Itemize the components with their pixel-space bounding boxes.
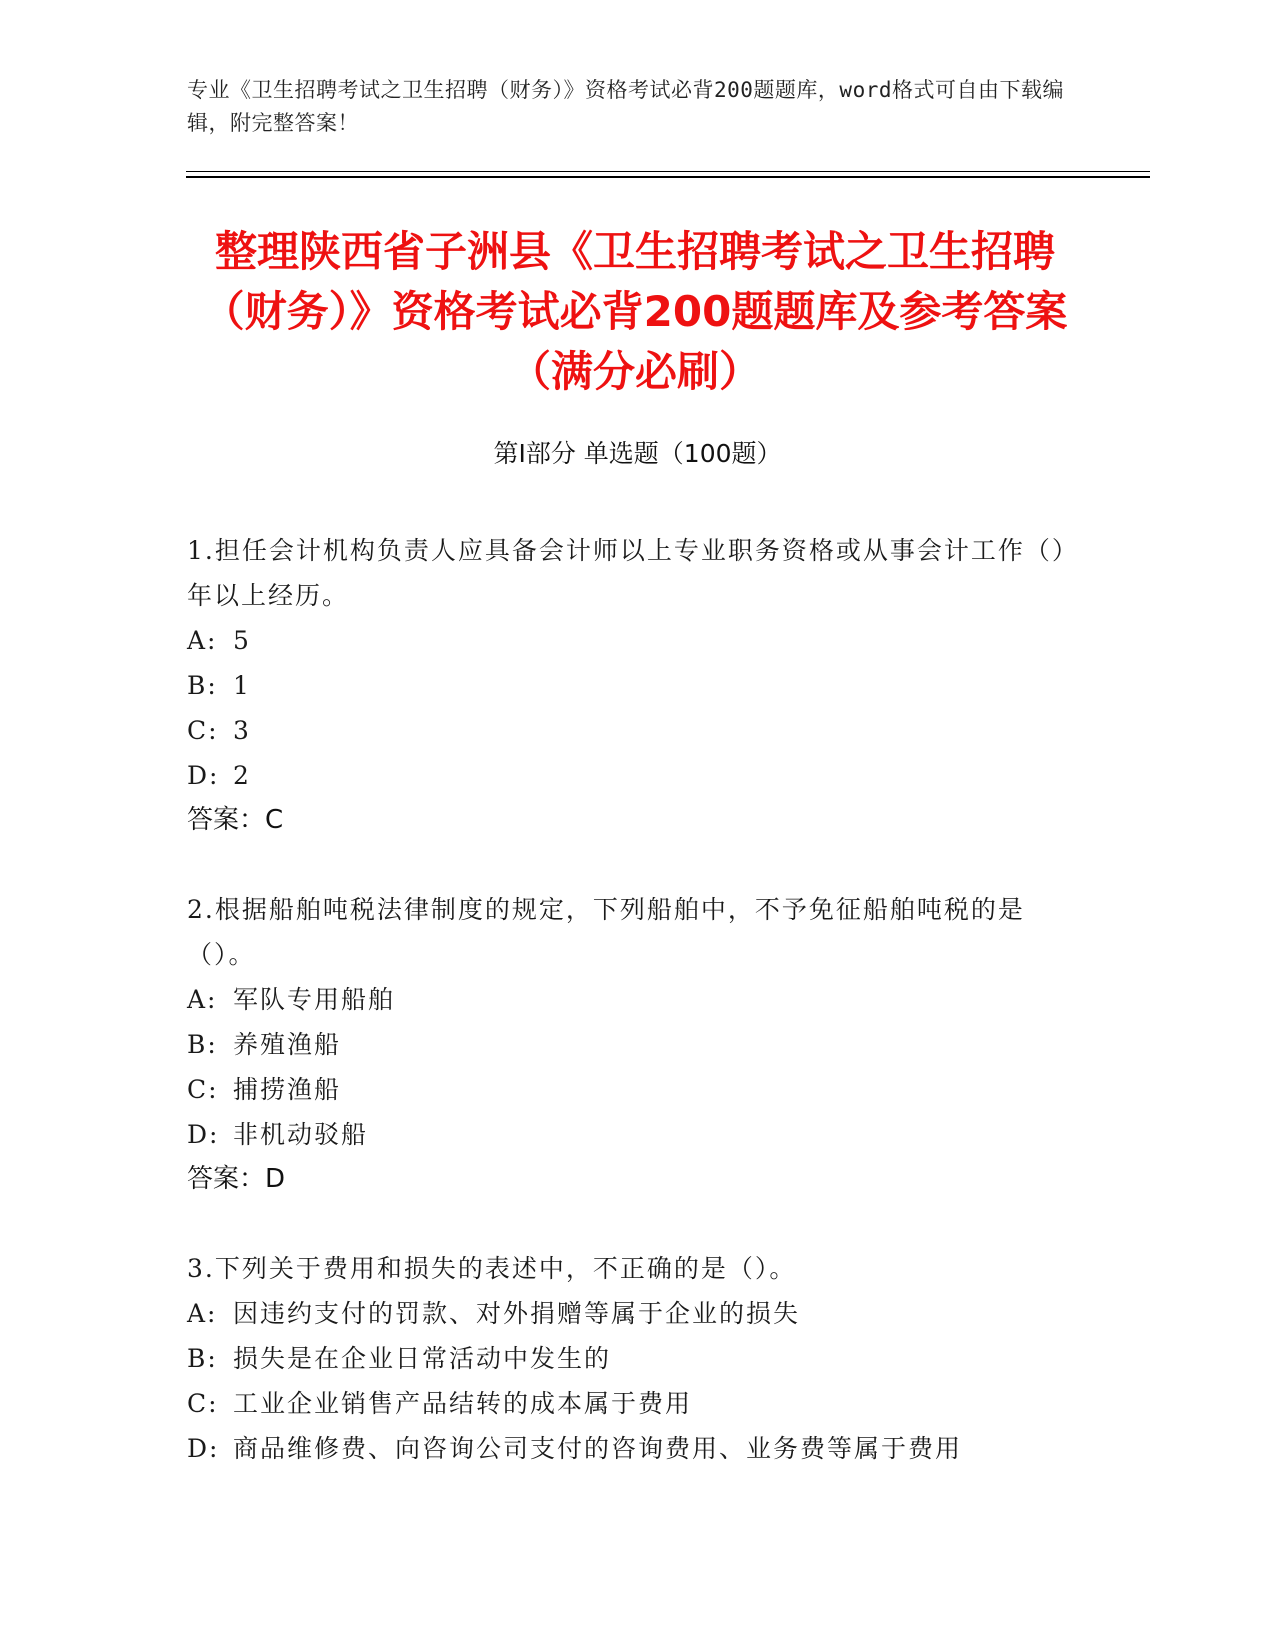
option-text: 工业企业销售产品结转的成本属于费用 xyxy=(233,1389,693,1418)
option-c xyxy=(187,1067,1067,1112)
question-stem: 1.担任会计机构负责人应具备会计师以上专业职务资格或从事会计工作（）年以上经历。 xyxy=(187,536,1067,610)
option-c xyxy=(187,708,1067,753)
option-a xyxy=(187,1291,1067,1336)
option-letter: A: xyxy=(187,626,218,655)
question-stem: 2.根据船舶吨税法律制度的规定，下列船舶中，不予免征船舶吨税的是（）。 xyxy=(187,895,1025,969)
option-letter: C: xyxy=(187,1075,219,1104)
option-a xyxy=(187,618,1067,663)
option-letter: B: xyxy=(187,1030,218,1059)
option-letter: D: xyxy=(187,761,220,790)
option-text: 2 xyxy=(233,761,251,790)
option-text: 军队专用船舶 xyxy=(233,985,396,1014)
option-letter: D: xyxy=(187,1434,220,1463)
option-text: 1 xyxy=(233,671,251,700)
option-letter: B: xyxy=(187,1344,218,1373)
answer-line: 答案：C xyxy=(187,805,284,835)
header-note: 专业《卫生招聘考试之卫生招聘（财务）》资格考试必背200题题库，word格式可自由下载编辑，附完整答案！ xyxy=(187,78,1064,135)
option-text: 因违约支付的罚款、对外捐赠等属于企业的损失 xyxy=(233,1299,801,1328)
option-letter: D: xyxy=(187,1120,220,1149)
section-title: 第Ⅰ部分 单选题（100题） xyxy=(493,439,782,468)
option-c xyxy=(187,1381,1067,1426)
option-letter: C: xyxy=(187,1389,219,1418)
option-letter: B: xyxy=(187,671,218,700)
header-rule-thick xyxy=(186,176,1150,178)
option-text: 捕捞渔船 xyxy=(233,1075,342,1104)
option-d xyxy=(187,1112,1067,1157)
question-2 xyxy=(187,887,1067,1202)
option-b xyxy=(187,1336,1067,1381)
option-letter: A: xyxy=(187,985,218,1014)
option-text: 非机动驳船 xyxy=(233,1120,369,1149)
option-text: 3 xyxy=(233,716,251,745)
question-3 xyxy=(187,1246,1067,1471)
question-list xyxy=(187,528,1067,1515)
option-text: 5 xyxy=(233,626,251,655)
option-d xyxy=(187,1426,1067,1471)
option-text: 商品维修费、向咨询公司支付的咨询费用、业务费等属于费用 xyxy=(233,1434,963,1463)
question-1 xyxy=(187,528,1067,843)
document-title: 整理陕西省子洲县《卫生招聘考试之卫生招聘（财务）》资格考试必背200题题库及参考答案（满分必刷） xyxy=(202,227,1068,396)
option-letter: C: xyxy=(187,716,219,745)
option-letter: A: xyxy=(187,1299,218,1328)
option-b xyxy=(187,663,1067,708)
option-d xyxy=(187,753,1067,798)
option-a xyxy=(187,977,1067,1022)
option-text: 养殖渔船 xyxy=(233,1030,342,1059)
header-rule-thin xyxy=(186,171,1150,172)
question-stem: 3.下列关于费用和损失的表述中，不正确的是（）。 xyxy=(187,1254,797,1283)
answer-line: 答案：D xyxy=(187,1164,286,1194)
option-b xyxy=(187,1022,1067,1067)
option-text: 损失是在企业日常活动中发生的 xyxy=(233,1344,612,1373)
